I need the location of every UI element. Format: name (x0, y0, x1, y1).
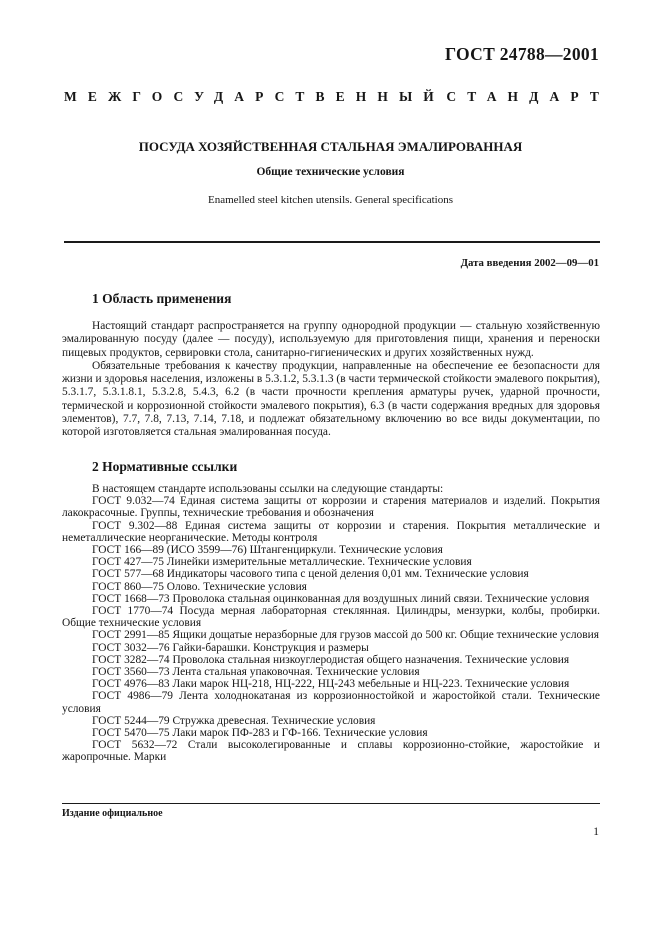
reference-item: ГОСТ 860—75 Олово. Технические условия (92, 580, 307, 593)
section-2-heading: 2 Нормативные ссылки (92, 459, 238, 474)
reference-item: ГОСТ 1770—74 Посуда мерная лабораторная стеклянная. Цилиндры, мензурки, колбы, пробирки. Общие технические условия (62, 605, 600, 630)
references-intro: В настоящем стандарте использованы ссылки на следующие стандарты: (92, 483, 444, 495)
reference-item: ГОСТ 9.302—88 Единая система защиты от коррозии и старения. Покрытия металлические и неметаллические неорганические. Методы контроля (62, 519, 600, 544)
document-subtitle: Общие технические условия (256, 166, 405, 178)
reference-item: ГОСТ 5632—72 Стали высоколегированные и сплавы коррозионно-стойкие, жаростойкие и жаропрочные. Марки (62, 739, 600, 764)
title-divider (64, 241, 600, 243)
reference-item: ГОСТ 9.032—74 Единая система защиты от коррозии и старения материалов и изделий. Покрытия лакокрасочные. Группы, технические требования и обозначения (62, 495, 600, 520)
section-1-paragraph: Обязательные требования к качеству продукции, направленные на обеспечение ее безопасности для жизни и здоровья населения, изложены в 5.3.1.2, 5.3.1.3 (в части термической стойкости эмалевого покрытия), 5.3.1.7, 5.3.1.8.1, 5.3.2.8, 5.4.3, 6.2 (в части прочности крепления арматуры ручек, ударной прочности, термической и коррозионной стойкости эмалевого покрытия), 6.3 (в части содержания вредных для здоровья элементов), 7.7, 7.8, 7.13, 7.14, 7.18, и подлежат обязательному включению во все виды документации, по которой изготовляется стальная эмалированная посуда. (62, 359, 600, 439)
reference-item: ГОСТ 4986—79 Лента холоднокатаная из коррозионностойкой и жаростойкой стали. Технические условия (62, 690, 600, 715)
reference-item: ГОСТ 5470—75 Лаки марок ПФ-283 и ГФ-166. Технические условия (92, 727, 428, 740)
reference-item: ГОСТ 2991—85 Ящики дощатые неразборные для грузов массой до 500 кг. Общие технические условия (92, 629, 599, 642)
reference-item: ГОСТ 3282—74 Проволока стальная низкоуглеродистая общего назначения. Технические условия (92, 653, 570, 666)
document-title-english: Enamelled steel kitchen utensils. General specifications (208, 194, 453, 206)
reference-item: ГОСТ 3032—76 Гайки-барашки. Конструкция и размеры (92, 641, 369, 654)
gost-number: ГОСТ 24788—2001 (445, 44, 599, 64)
section-1-body (62, 320, 600, 440)
standard-type-right: СТАНДАРТ (446, 89, 610, 104)
introduction-date: Дата введения 2002—09—01 (460, 257, 599, 269)
footer-divider (62, 803, 600, 804)
page-number: 1 (593, 826, 599, 838)
section-1-heading: 1 Область применения (92, 291, 232, 306)
reference-item: ГОСТ 5244—79 Стружка древесная. Технические условия (92, 714, 376, 727)
references-list (62, 483, 600, 764)
standard-type-left: МЕЖГОСУДАРСТВЕННЫЙ (64, 89, 445, 104)
reference-item: ГОСТ 1668—73 Проволока стальная оцинкованная для воздушных линий связи. Технические условия (92, 592, 590, 605)
section-1-paragraph: Настоящий стандарт распространяется на группу однородной продукции — стальную хозяйственную эмалированную посуду (далее — посуду), используемую для приготовления пищи, хранения и переноски пищевых продуктов, сервировки стола, санитарно-гигиенических и других хозяйственных нужд. (62, 320, 600, 359)
reference-item: ГОСТ 427—75 Линейки измерительные металлические. Технические условия (92, 556, 472, 569)
edition-label: Издание официальное (62, 808, 163, 819)
reference-item: ГОСТ 166—89 (ИСО 3599—76) Штангенциркули. Технические условия (92, 544, 443, 557)
reference-item: ГОСТ 577—68 Индикаторы часового типа с ценой деления 0,01 мм. Технические условия (92, 568, 529, 581)
document-title: ПОСУДА ХОЗЯЙСТВЕННАЯ СТАЛЬНАЯ ЭМАЛИРОВАННАЯ (138, 139, 523, 154)
reference-item: ГОСТ 4976—83 Лаки марок НЦ-218, НЦ-222, НЦ-243 мебельные и НЦ-223. Технические условия (92, 678, 570, 691)
reference-item: ГОСТ 3560—73 Лента стальная упаковочная. Технические условия (92, 666, 420, 679)
